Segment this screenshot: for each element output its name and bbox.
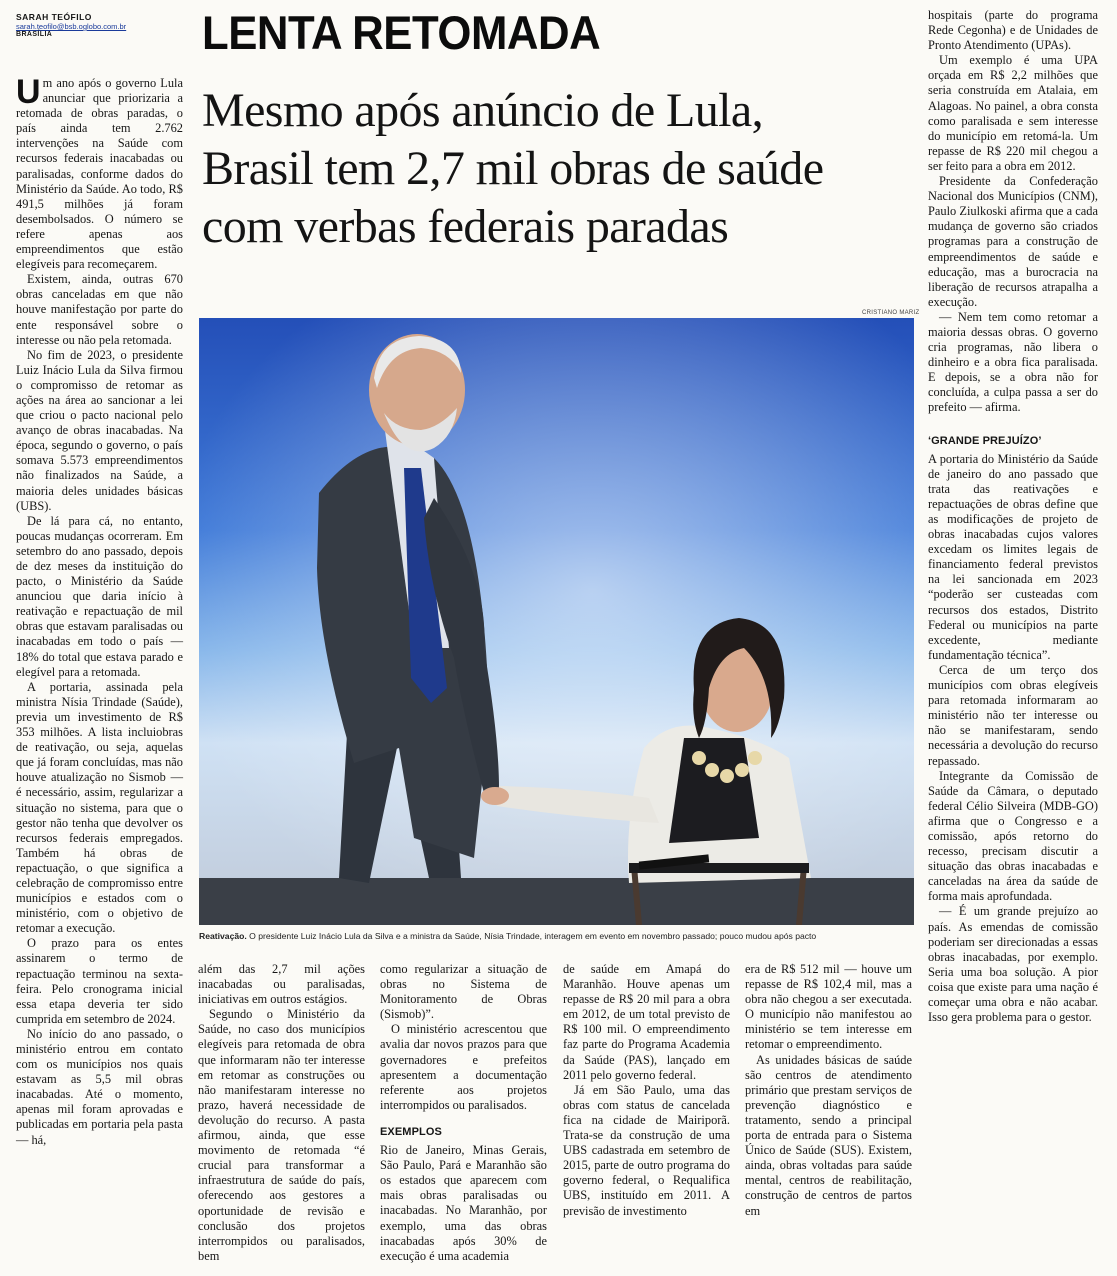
paragraph: A portaria do Ministério da Saúde de janeiro do ano passado que trata das reativações e repactuações de obras define que as modificações de projeto de obras inacabadas cujos valores excedam os limites legais de financiamento federal previstos na lei sancionada em 2023 “poderão ser custeadas com recursos dos estados, Distrito Federal ou municípios na parte excedente, mediante fundamentação técnica”. (928, 451, 1098, 662)
paragraph: — Nem tem como retomar a maioria dessas obras. O governo cria programas, não libera o dinheiro e a obra fica paralisada. E depois, se a obra não for concluída, a culpa passa a ser do prefeito — afirma. (928, 309, 1098, 415)
caption-lead: Reativação. (199, 931, 247, 941)
article-column-2 (198, 962, 365, 1264)
paragraph: Um exemplo é uma UPA orçada em R$ 2,2 milhões que seria construída em Atalaia, em Alagoas. No painel, a obra consta como paralisada e sem interesse do município em retomá-la. Um repasse de R$ 220 mil chegou a ser feito para a obra em 2012. (928, 53, 1098, 173)
author-email-link[interactable]: sarah.teofilo@bsb.oglobo.com.br (16, 22, 127, 31)
section-subhead: ‘GRANDE PREJUÍZO’ (928, 434, 1042, 447)
article-column-1 (16, 73, 183, 1148)
paragraph: Presidente da Confederação Nacional dos Municípios (CNM), Paulo Ziulkoski afirma que a cada mudança de governo são criados programas para a construção de empreendimentos de saúde e educação, mas a burocracia na liberação de recursos atrapalha a execução. (928, 174, 1098, 309)
kicker: LENTA RETOMADA (202, 6, 601, 59)
headline-line-2: Brasil tem 2,7 mil obras de saúde (202, 142, 824, 195)
photo-credit: CRISTIANO MARIZ (862, 310, 920, 316)
article-column-3 (380, 962, 547, 1264)
headline-line-3: com verbas federais paradas (202, 200, 729, 253)
paragraph: O ministério acrescentou que avalia dar novos prazos para que governadores e prefeitos apresentem a documentação referente aos projetos interrompidos ou paralisados. (380, 1022, 547, 1112)
section-subhead: EXEMPLOS (380, 1125, 442, 1138)
paragraph: A portaria, assinada pela ministra Nísia Trindade (Saúde), previa um investimento de R$ 353 milhões. A lista incluiobras de reativação, ou seja, aquelas que já foram concluídas, mas não houve atualização no Sismob — é necessário, assim, regularizar a situação no sistema, para que o gestor não tenha que devolver os recursos federais empregados. Também há obras de repactuação, o que significa a celebração de compromisso entre municípios e estados com o ministério, com o objetivo de retomar a execução. (16, 679, 183, 936)
headline (202, 82, 922, 256)
paragraph: No início do ano passado, o ministério entrou em contato com os municípios nos quais estavam as 5,5 mil obras inacabadas. Até o momento, apenas mil foram aprovadas e publicadas em portaria pela pasta — há, (16, 1026, 183, 1147)
paragraph: As unidades básicas de saúde são centros de atendimento primário que prestam serviços de prevenção diagnóstico e tratamento, sendo a principal porta de entrada para o Sistema Único de Saúde (SUS). Existem, ainda, obras voltadas para saúde mental, centros de reabilitação, construção de centros de partos em (745, 1052, 912, 1218)
author-name: SARAH TEÓFILO (16, 12, 92, 22)
paragraph: hospitais (parte do programa Rede Cegonha) e de Unidades de Pronto Atendimento (UPAs). (928, 8, 1098, 53)
caption-text: O presidente Luiz Inácio Lula da Silva e a ministra da Saúde, Nísia Trindade, interagem em evento em novembro passado; pouco mudou após pacto (249, 931, 817, 941)
paragraph: — É um grande prejuízo ao país. As emendas de comissão poderiam ser direcionadas a essas obras inacabadas, por exemplo. Seria uma boa solução. A pior coisa que existe para uma nação é começar uma obra e não acabar. Isso gera problema para o gestor. (928, 904, 1098, 1025)
paragraph: Existem, ainda, outras 670 obras canceladas em que não houve manifestação por parte do ente responsável sobre o interesse ou não pela retomada. (16, 272, 183, 347)
photo-caption (199, 931, 915, 942)
paragraph: como regularizar a situação de obras no Sistema de Monitoramento de Obras (Sismob)”. (380, 962, 547, 1022)
byline (16, 12, 191, 38)
article-photo (199, 318, 914, 925)
drop-cap: U (16, 73, 41, 111)
paragraph: Já em São Paulo, uma das obras com status de cancelada fica na cidade de Mairiporã. Trata-se da construção de uma UBS cadastrada em setembro de 2015, parte de outro programa do governo federal, o Requalifica UBS, instituído em 2011. A previsão de investimento (563, 1082, 730, 1218)
dateline-city: BRASÍLIA (16, 31, 53, 38)
paragraph: Integrante da Comissão de Saúde da Câmara, o deputado federal Célio Silveira (MDB-GO) afirma que o Congresso e a comissão, após retorno do recesso, precisam discutir a situação das obras inacabadas e canceladas na área da saúde de forma mais aprofundada. (928, 768, 1098, 904)
paragraph: Cerca de um terço dos municípios com obras elegíveis para retomada informaram ao ministério não ter interesse ou não se manifestaram, sendo necessária a devolução do recurso repassado. (928, 662, 1098, 768)
paragraph: De lá para cá, no entanto, poucas mudanças ocorreram. Em setembro do ano passado, depois de dez meses da instituição do pacto, o Ministério da Saúde anunciou que daria início à reativação e repactuação de mil obras que estavam paralisadas ou inacabadas em todo o país — 18% do total que estava parado e elegível para a retomada. (16, 513, 183, 679)
paragraph: era de R$ 512 mil — houve um repasse de R$ 102,4 mil, mas a obra não chegou a ser executada. O município não manifestou ao ministério se tem interesse em retomar o empreendimento. (745, 962, 912, 1052)
article-column-6 (928, 8, 1098, 1025)
headline-line-1: Mesmo após anúncio de Lula, (202, 84, 763, 137)
paragraph: além das 2,7 mil ações inacabadas ou paralisadas, iniciativas em outros estágios. (198, 962, 365, 1007)
paragraph: Segundo o Ministério da Saúde, no caso dos municípios elegíveis para retomada de obra que informaram não ter interesse em retomar as construções ou não manifestaram interesse no prazo, haverá necessidade de devolução do recurso. A pasta afirmou, ainda, que esse movimento de retomada “é crucial para transformar a infraestrutura de saúde do país, oferecendo aos gestores a oportunidade de revisão e conclusão dos projetos interrompidos ou paralisados, bem (198, 1007, 365, 1263)
article-column-4 (563, 962, 730, 1219)
photo-illustration (199, 318, 914, 925)
paragraph: Um ano após o governo Lula anunciar que priorizaria a retomada de obras paradas, o país ainda tem 2.762 intervenções na Saúde com recursos federais inacabadas ou paralisadas, conforme dados do Ministério da Saúde. Ao todo, R$ 491,5 milhões já foram desembolsados. O número se refere apenas aos empreendimentos que estão elegíveis para recomeçarem. (16, 73, 183, 272)
paragraph: Rio de Janeiro, Minas Gerais, São Paulo, Pará e Maranhão são os estados que aparecem com mais obras paralisadas ou inacabadas. No Maranhão, por exemplo, uma das obras inacabadas após 30% de execução é uma academia (380, 1143, 547, 1263)
paragraph: No fim de 2023, o presidente Luiz Inácio Lula da Silva firmou o compromisso de retomar as ações na área ao sancionar a lei que criou o pacto nacional pelo avanço de obras inacabadas. Na época, segundo o governo, o país somava 5.573 empreendimentos não finalizados na Saúde, a maioria deles unidades básicas (UBS). (16, 347, 183, 513)
paragraph: de saúde em Amapá do Maranhão. Houve apenas um repasse de R$ 20 mil para a obra em 2012, de um total previsto de R$ 100 mil. O empreendimento faz parte do Programa Academia da Saúde (PAS), lançado em 2011 pelo governo federal. (563, 962, 730, 1082)
paragraph: O prazo para os entes assinarem o termo de repactuação terminou na sexta-feira. Pelo cronograma inicial essa etapa deveria ter sido cumprida em setembro de 2024. (16, 936, 183, 1026)
article-column-5 (745, 962, 912, 1219)
